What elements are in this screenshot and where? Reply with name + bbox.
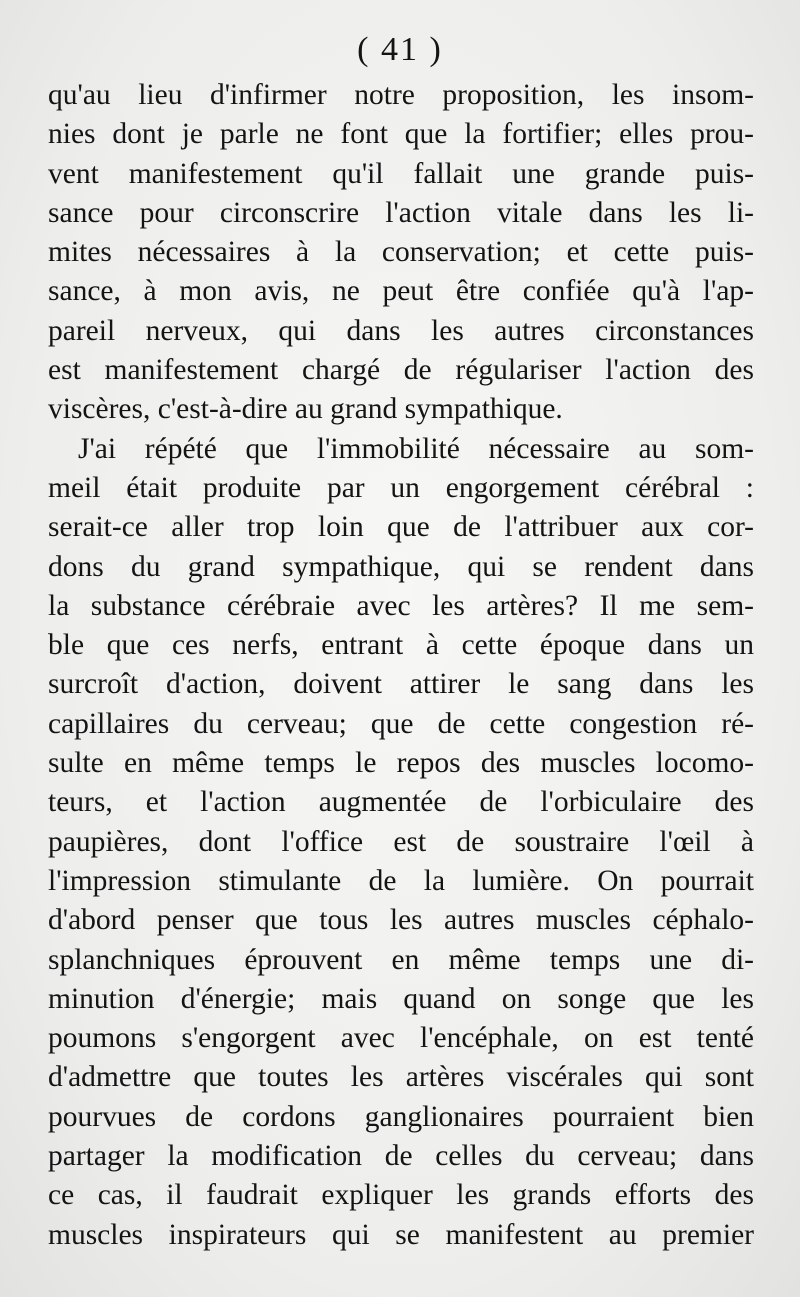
text-line: ce cas, il faudrait expliquer les grands efforts des — [48, 1179, 754, 1212]
paragraph-end-line: viscères, c'est-à-dire au grand sympathique. — [48, 393, 563, 426]
text-line: surcroît d'action, doivent attirer le sang dans les — [48, 668, 754, 701]
text-line: l'impression stimulante de la lumière. On pourrait — [48, 864, 754, 897]
text-line: est manifestement chargé de régulariser l'action des — [48, 354, 754, 387]
page-number: ( 41 ) — [357, 31, 443, 68]
text-line: la substance cérébraie avec les artères? Il me sem- — [48, 589, 754, 622]
text-line: partager la modification de celles du cerveau; dans — [48, 1140, 754, 1173]
paragraph-first-line: J'ai répété que l'immobilité nécessaire au som- — [78, 432, 754, 465]
text-line: teurs, et l'action augmentée de l'orbiculaire des — [48, 786, 754, 819]
text-line: sulte en même temps le repos des muscles locomo- — [48, 747, 754, 780]
body-text — [48, 76, 754, 1255]
text-line: minution d'énergie; mais quand on songe que les — [48, 982, 754, 1015]
text-line: sance pour circonscrire l'action vitale dans les li- — [48, 196, 754, 229]
text-line: d'admettre que toutes les artères viscérales qui sont — [48, 1061, 754, 1094]
text-line: serait-ce aller trop loin que de l'attribuer aux cor- — [48, 511, 754, 544]
text-line: ble que ces nerfs, entrant à cette époque dans un — [48, 629, 754, 662]
text-line: pareil nerveux, qui dans les autres circonstances — [48, 314, 754, 347]
text-line: splanchniques éprouvent en même temps une di- — [48, 943, 754, 976]
text-line: d'abord penser que tous les autres muscles céphalo- — [48, 904, 754, 937]
text-line: vent manifestement qu'il fallait une grande puis- — [48, 157, 754, 190]
text-line: nies dont je parle ne font que la fortifier; elles prou- — [48, 118, 754, 151]
text-line: meil était produite par un engorgement cérébral : — [48, 471, 754, 504]
text-line: dons du grand sympathique, qui se rendent dans — [48, 550, 754, 583]
text-line: poumons s'engorgent avec l'encéphale, on est tenté — [48, 1022, 754, 1055]
text-line: sance, à mon avis, ne peut être confiée qu'à l'ap- — [48, 275, 754, 308]
text-line: qu'au lieu d'infirmer notre proposition, les insom- — [48, 79, 754, 111]
text-line: paupières, dont l'office est de soustraire l'œil à — [48, 825, 754, 858]
text-line: muscles inspirateurs qui se manifestent au premier — [48, 1218, 754, 1251]
text-line: capillaires du cerveau; que de cette congestion ré- — [48, 707, 754, 740]
text-line: mites nécessaires à la conservation; et cette puis- — [48, 236, 754, 269]
text-line: pourvues de cordons ganglionaires pourraient bien — [48, 1100, 754, 1133]
